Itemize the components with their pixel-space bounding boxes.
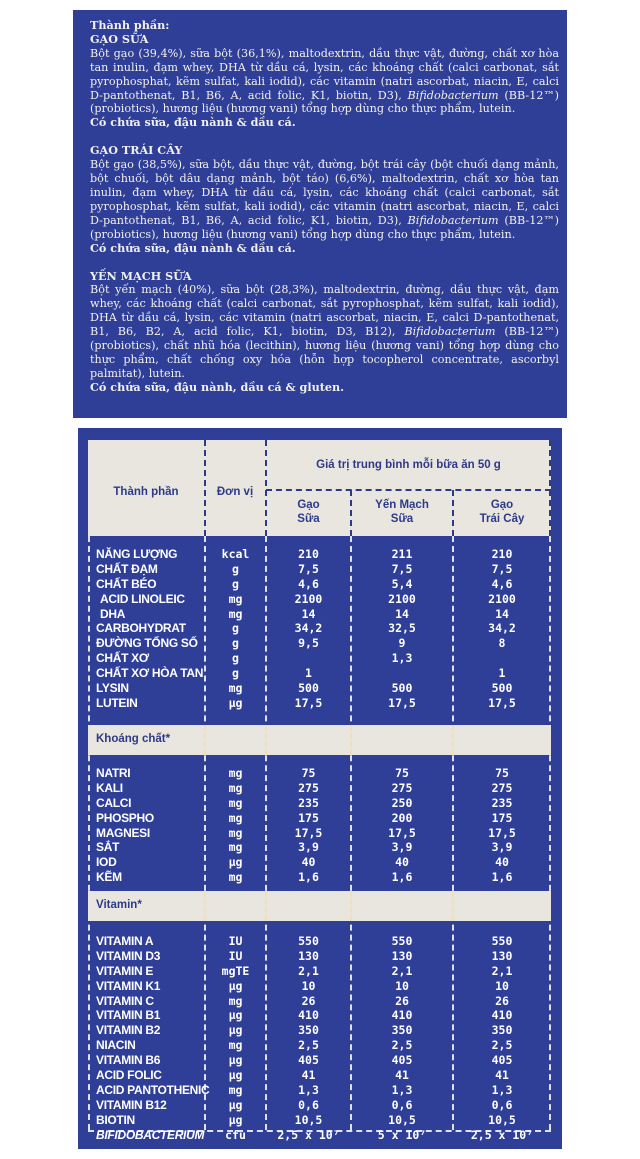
nutrient-unit: mg <box>228 870 243 885</box>
nutrient-name: VITAMIN E <box>96 963 154 978</box>
nutrient-unit: mg <box>228 795 243 810</box>
value-gao-sua: 10 <box>301 978 316 993</box>
value-gao-sua: 3,9 <box>298 840 319 855</box>
table-row <box>88 994 551 1009</box>
value-gao-trai-cay: 1,3 <box>491 1082 513 1097</box>
nutrient-name: LYSIN <box>96 681 129 696</box>
nutrient-name: NIACIN <box>96 1038 136 1053</box>
value-gao-trai-cay: 1,6 <box>491 870 513 885</box>
value-yen-mach-sua: 2100 <box>388 591 416 606</box>
value-gao-sua: 34,2 <box>294 621 323 636</box>
table-row <box>88 1038 551 1053</box>
nutrient-name: ACID PANTOTHENIC <box>96 1082 210 1097</box>
table-row <box>88 592 551 607</box>
value-yen-mach-sua: 14 <box>395 606 409 621</box>
value-gao-trai-cay: 550 <box>491 934 513 948</box>
value-yen-mach-sua: 10 <box>395 978 409 993</box>
nutrient-name: VITAMIN B12 <box>96 1097 167 1112</box>
nutrient-name: CHẤT XƠ HÒA TAN <box>96 666 204 681</box>
nutrient-name: CHẤT ĐẠM <box>96 561 158 576</box>
nutrient-name: IOD <box>96 855 117 870</box>
value-yen-mach-sua: 3,9 <box>391 840 413 855</box>
value-gao-trai-cay: 0,6 <box>491 1097 513 1112</box>
value-gao-trai-cay: 41 <box>495 1068 509 1083</box>
value-gao-trai-cay: 10 <box>495 978 509 993</box>
nutrient-unit: µg <box>228 978 243 993</box>
value-gao-trai-cay: 75 <box>495 766 509 780</box>
value-yen-mach-sua: 350 <box>391 1023 413 1038</box>
table-header <box>88 440 551 536</box>
nutrient-unit: mg <box>228 1038 243 1053</box>
nutrient-name: VITAMIN B1 <box>96 1008 161 1023</box>
table-row <box>88 796 551 811</box>
table-row <box>88 1053 551 1068</box>
table-row <box>88 696 551 711</box>
table-bottom-border <box>88 1130 551 1132</box>
value-gao-sua: 2100 <box>294 591 323 606</box>
value-gao-sua: 410 <box>298 1008 319 1023</box>
nutrient-unit: kcal <box>221 547 250 561</box>
section-text: Bột gạo (39,4%), sữa bột (36,1%), maltodextrin, dầu thực vật, đường, chất xơ hòa tan inulin, đạm whey, DHA từ dầu cá, lysin, các khoáng chất (calci carbonat, sắt pyrophosphat, kẽm sulfat, kali iodid), các vitamin (natri ascorbat, niacin, E, calci D-pantothenat, B1, B6, A, acid folic, K1, biotin, D3), Bifidobacterium (BB-12™) (probiotics), hương liệu (hương vani) tổng hợp dùng cho thực phẩm, lutein. <box>90 46 559 116</box>
nutrient-unit: g <box>232 561 239 576</box>
nutrient-unit: mg <box>228 606 243 621</box>
table-row <box>88 840 551 855</box>
vitamins-band <box>88 891 551 921</box>
value-yen-mach-sua: 130 <box>391 948 413 963</box>
table-row <box>88 1098 551 1113</box>
ingredient-section-gao-trai-cay <box>90 144 559 255</box>
nutrient-name: KẼM <box>96 870 122 885</box>
nutrient-name: BIOTIN <box>96 1112 135 1127</box>
value-gao-sua: 405 <box>298 1053 319 1068</box>
value-gao-sua: 17,5 <box>294 825 323 840</box>
table-row <box>88 636 551 651</box>
table-row <box>88 651 551 666</box>
header-group-title: Giá trị trung bình mỗi bữa ăn 50 g <box>316 459 501 471</box>
vitamins-label: Vitamin* <box>96 899 142 911</box>
vitamin-rows <box>88 934 551 1142</box>
value-gao-trai-cay: 2100 <box>488 591 516 606</box>
nutrient-unit: µg <box>228 1068 243 1083</box>
value-yen-mach-sua: 17,5 <box>388 825 416 840</box>
value-gao-trai-cay: 350 <box>491 1023 513 1038</box>
table-row <box>88 870 551 885</box>
section-text: Bột gạo (38,5%), sữa bột, dầu thực vật, đường, bột trái cây (bột chuối dạng mảnh, bột chuối, bột dâu dạng mảnh, bột táo) (6,6%), maltodextrin, chất xơ hòa tan inulin, đạm whey, DHA từ dầu cá, lysin, các khoáng chất (calci carbonat, sắt pyrophosphat, kẽm sulfat, kali iodid), các vitamin (natri ascorbat, niacin, E, calci D-pantothenat, B1, B6, A, acid folic, K1, biotin, D3), Bifidobacterium (BB-12™) (probiotics), hương liệu (hương vani) tổng hợp dùng cho thực phẩm, lutein. <box>90 158 559 241</box>
value-gao-trai-cay: 210 <box>491 547 513 561</box>
ingredient-section-gao-sua <box>90 33 559 130</box>
section-title: GẠO SỮA <box>90 31 149 46</box>
nutrient-unit: mg <box>228 840 243 855</box>
value-yen-mach-sua: 550 <box>391 934 413 948</box>
table-row <box>88 826 551 841</box>
value-gao-trai-cay: 175 <box>491 810 513 825</box>
table-row <box>88 607 551 622</box>
value-gao-trai-cay: 3,9 <box>491 840 513 855</box>
nutrient-unit: g <box>232 636 239 651</box>
minerals-label: Khoáng chất* <box>96 733 171 745</box>
value-gao-trai-cay: 1 <box>498 666 506 681</box>
nutrient-name: VITAMIN A <box>96 934 154 948</box>
value-gao-trai-cay: 8 <box>498 636 506 651</box>
value-gao-trai-cay: 40 <box>495 855 509 870</box>
value-gao-sua: 130 <box>298 948 319 963</box>
value-gao-sua: 350 <box>298 1023 319 1038</box>
table-row <box>88 1023 551 1038</box>
value-gao-trai-cay: 2,1 <box>491 963 513 978</box>
header-yen-mach-sua: Yến Mạch Sữa <box>375 499 429 525</box>
nutrient-name: NĂNG LƯỢNG <box>96 547 178 561</box>
value-gao-sua: 2,1 <box>298 963 319 978</box>
table-row <box>88 1083 551 1098</box>
nutrient-name: CHẤT XƠ <box>96 651 149 666</box>
nutrient-unit: g <box>232 666 239 681</box>
nutrient-name: MAGNESI <box>96 825 150 840</box>
value-yen-mach-sua: 1,3 <box>391 1082 413 1097</box>
value-gao-trai-cay: 14 <box>495 606 509 621</box>
value-yen-mach-sua: 40 <box>395 855 409 870</box>
nutrition-table <box>88 440 551 1142</box>
nutrient-unit: µg <box>228 1053 243 1068</box>
value-gao-trai-cay: 410 <box>491 1008 513 1023</box>
table-row <box>88 811 551 826</box>
ingredients-heading: Thành phần: <box>90 18 170 32</box>
value-yen-mach-sua: 7,5 <box>391 561 413 576</box>
nutrient-unit: g <box>232 621 239 636</box>
value-gao-sua: 1 <box>305 666 312 681</box>
value-gao-sua: 14 <box>301 606 316 621</box>
header-don-vi: Đơn vị <box>216 486 254 498</box>
nutrient-name: BIFIDOBACTERIUM <box>96 1127 205 1142</box>
value-yen-mach-sua: 2,5 <box>391 1038 413 1053</box>
nutrient-unit: IU <box>228 934 243 948</box>
nutrient-name: DHA <box>100 606 126 621</box>
value-gao-trai-cay: 17,5 <box>488 825 516 840</box>
value-gao-sua: 550 <box>298 934 319 948</box>
nutrient-unit: µg <box>228 1008 243 1023</box>
nutrient-unit: µg <box>228 695 243 710</box>
value-yen-mach-sua: 5 x 10⁷ <box>377 1127 427 1142</box>
nutrient-name: VITAMIN C <box>96 993 154 1008</box>
nutrient-unit: mg <box>228 810 243 825</box>
value-gao-trai-cay: 405 <box>491 1053 513 1068</box>
nutrient-name: LUTEIN <box>96 695 138 710</box>
value-yen-mach-sua: 41 <box>395 1068 409 1083</box>
table-row <box>88 979 551 994</box>
header-gao-trai-cay: Gạo Trái Cây <box>479 499 525 525</box>
value-yen-mach-sua: 10,5 <box>388 1112 416 1127</box>
nutrient-unit: mg <box>228 1082 243 1097</box>
nutrient-name: VITAMIN B2 <box>96 1023 161 1038</box>
value-yen-mach-sua: 0,6 <box>391 1097 413 1112</box>
value-gao-sua: 235 <box>298 795 319 810</box>
value-yen-mach-sua: 17,5 <box>388 695 416 710</box>
nutrient-unit: mgTE <box>221 963 250 978</box>
nutrient-unit: µg <box>228 1023 243 1038</box>
value-gao-trai-cay: 130 <box>491 948 513 963</box>
value-gao-sua: 41 <box>301 1068 316 1083</box>
value-yen-mach-sua: 26 <box>395 993 409 1008</box>
table-row <box>88 547 551 562</box>
nutrient-unit: µg <box>228 1112 243 1127</box>
table-row <box>88 562 551 577</box>
nutrient-name: VITAMIN D3 <box>96 948 161 963</box>
table-row <box>88 577 551 592</box>
value-gao-sua: 7,5 <box>298 561 319 576</box>
value-gao-sua: 40 <box>301 855 316 870</box>
value-gao-trai-cay: 2,5 x 10⁷ <box>470 1127 534 1142</box>
value-gao-sua: 275 <box>298 780 319 795</box>
value-gao-trai-cay: 17,5 <box>488 695 516 710</box>
value-yen-mach-sua: 405 <box>391 1053 413 1068</box>
value-gao-sua: 1,6 <box>298 870 319 885</box>
main-nutrient-rows <box>88 547 551 711</box>
value-yen-mach-sua: 1,6 <box>391 870 413 885</box>
value-gao-sua: 26 <box>301 993 316 1008</box>
table-row <box>88 781 551 796</box>
value-yen-mach-sua: 211 <box>391 547 413 561</box>
value-gao-sua: 9,5 <box>298 636 319 651</box>
allergen-note: Có chứa sữa, đậu nành, dầu cá & gluten. <box>90 379 345 394</box>
nutrient-unit: IU <box>228 948 243 963</box>
value-gao-sua: 4,6 <box>298 576 319 591</box>
mineral-rows <box>88 766 551 885</box>
nutrient-unit: mg <box>228 780 243 795</box>
nutrient-name: NATRI <box>96 766 131 780</box>
value-gao-trai-cay: 10,5 <box>488 1112 516 1127</box>
section-title: GẠO TRÁI CÂY <box>90 143 183 158</box>
header-thanh-phan: Thành phần <box>113 486 179 498</box>
nutrient-name: KALI <box>96 780 123 795</box>
table-row <box>88 1008 551 1023</box>
table-row <box>88 666 551 681</box>
nutrient-unit: mg <box>228 766 243 780</box>
nutrient-name: CARBOHYDRAT <box>96 621 186 636</box>
value-yen-mach-sua: 250 <box>391 795 413 810</box>
nutrient-name: VITAMIN K1 <box>96 978 161 993</box>
minerals-band <box>88 725 551 755</box>
value-gao-sua: 2,5 <box>298 1038 319 1053</box>
value-yen-mach-sua: 1,3 <box>391 651 413 666</box>
nutrient-name: PHOSPHO <box>96 810 154 825</box>
value-yen-mach-sua: 500 <box>391 681 413 696</box>
nutrient-name: ACID FOLIC <box>96 1068 162 1083</box>
value-yen-mach-sua: 200 <box>391 810 413 825</box>
table-row <box>88 1068 551 1083</box>
table-row <box>88 855 551 870</box>
value-gao-sua: 0,6 <box>298 1097 319 1112</box>
value-gao-sua: 175 <box>298 810 319 825</box>
table-row <box>88 949 551 964</box>
nutrient-name: ACID LINOLEIC <box>100 591 185 606</box>
value-gao-trai-cay: 2,5 <box>491 1038 513 1053</box>
value-gao-trai-cay: 275 <box>491 780 513 795</box>
nutrient-unit: cfu <box>225 1127 246 1142</box>
value-yen-mach-sua: 410 <box>391 1008 413 1023</box>
nutrient-name: CHẤT BÉO <box>96 576 157 591</box>
table-row <box>88 766 551 781</box>
value-yen-mach-sua: 2,1 <box>391 963 413 978</box>
nutrient-unit: g <box>232 651 239 666</box>
value-gao-trai-cay: 34,2 <box>488 621 516 636</box>
allergen-note: Có chứa sữa, đậu nành & dầu cá. <box>90 240 296 255</box>
ingredients-panel <box>73 10 567 418</box>
header-gao-sua: Gạo Sữa <box>297 499 320 525</box>
table-row <box>88 964 551 979</box>
nutrient-name: ĐƯỜNG TỔNG SỐ <box>96 636 198 651</box>
ingredient-section-yen-mach-sua <box>90 270 559 395</box>
nutrient-unit: µg <box>228 855 243 870</box>
value-gao-trai-cay: 7,5 <box>491 561 513 576</box>
value-gao-sua: 2,5 x 10⁷ <box>277 1127 340 1142</box>
nutrient-name: SẮT <box>96 840 120 855</box>
value-gao-trai-cay: 4,6 <box>491 576 513 591</box>
nutrient-unit: mg <box>228 993 243 1008</box>
table-row <box>88 681 551 696</box>
nutrient-unit: mg <box>228 681 243 696</box>
value-yen-mach-sua: 32,5 <box>388 621 416 636</box>
nutrient-unit: mg <box>228 591 243 606</box>
value-gao-sua: 500 <box>298 681 319 696</box>
nutrient-unit: µg <box>228 1097 243 1112</box>
value-gao-sua: 210 <box>298 547 319 561</box>
nutrient-unit: g <box>232 576 239 591</box>
value-gao-trai-cay: 500 <box>491 681 513 696</box>
value-gao-sua: 10,5 <box>294 1112 323 1127</box>
section-text: Bột yến mạch (40%), sữa bột (28,3%), maltodextrin, đường, dầu thực vật, đạm whey, các khoáng chất (calci carbonat, sắt pyrophosphat, kẽm sulfat, kali iodid), DHA từ dầu cá, lysin, các vitamin (natri ascorbat, niacin, E, calci D-pantothenat, B1, B6, B2, A, acid folic, K1, biotin, D3, B12), Bifidobacterium (BB-12™) (probiotics), chất nhũ hóa (lecithin), hương liệu (hương vani) tổng hợp dùng cho thực phẩm, chất chống oxy hóa (hỗn hợp tocopherol concentrate, ascorbyl palmitat), lutein. <box>90 283 559 380</box>
value-yen-mach-sua: 5,4 <box>391 576 413 591</box>
table-row <box>88 621 551 636</box>
value-yen-mach-sua: 275 <box>391 780 413 795</box>
value-gao-trai-cay: 26 <box>495 993 509 1008</box>
nutrient-name: VITAMIN B6 <box>96 1053 161 1068</box>
value-gao-trai-cay: 235 <box>491 795 513 810</box>
nutrition-panel <box>78 428 562 1149</box>
nutrient-name: CALCI <box>96 795 132 810</box>
value-gao-sua: 1,3 <box>298 1082 319 1097</box>
nutrient-unit: mg <box>228 825 243 840</box>
table-row <box>88 1113 551 1128</box>
section-title: YẾN MẠCH SỮA <box>90 268 192 283</box>
value-gao-sua: 75 <box>301 766 316 780</box>
value-yen-mach-sua: 9 <box>398 636 406 651</box>
value-gao-sua: 17,5 <box>294 695 323 710</box>
value-yen-mach-sua: 75 <box>395 766 409 780</box>
table-row <box>88 934 551 949</box>
allergen-note: Có chứa sữa, đậu nành & dầu cá. <box>90 115 296 130</box>
